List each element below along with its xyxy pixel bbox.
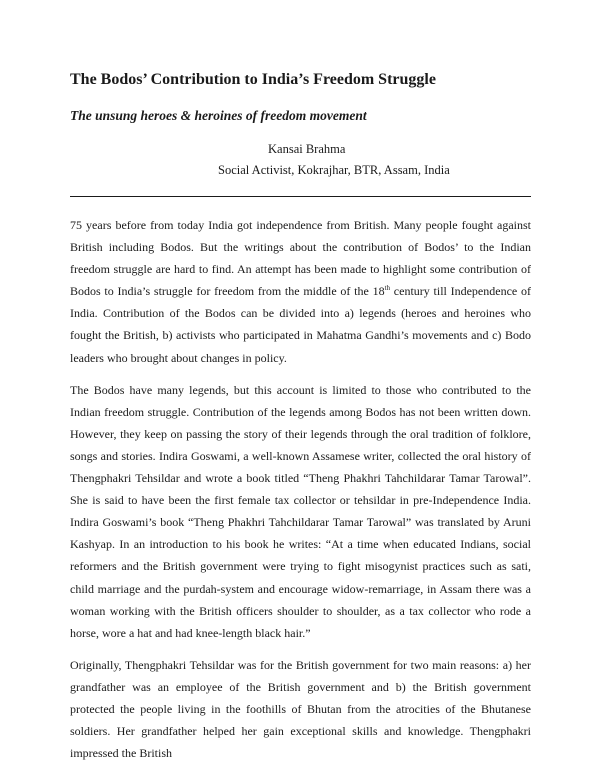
paragraph-1-text-start: 75 years before from today India got independence from British. Many people fought against British including Bodos. But the writings about the contribution of Bodos’ to the Indian freedom struggle are hard to find. An attempt has been made to highlight some contribution of Bodos to India’s struggle for freedom from the middle of the 18 [70, 218, 531, 299]
paragraph-1-text-end: century till Independence of India. Contribution of the Bodos can be divided into a) legends (heroes and heroines who fought the British, b) activists who participated in Mahatma Gandhi’s movements and c) Bodo leaders who brought about changes in policy. [70, 284, 531, 365]
paper-title: The Bodos’ Contribution to India’s Freedom Struggle [70, 71, 436, 88]
paragraph-2: The Bodos have many legends, but this account is limited to those who contributed to the Indian freedom struggle. Contribution of the legends among Bodos has not been written down. However, they keep on passing the story of their legends through the oral tradition of folklore, songs and stories. Indira Goswami, a well-known Assamese writer, collected the oral history of Thengphakri Tehsildar and wrote a book titled “Theng Phakhri Tahchildarar Tamar Tarowal”. She is said to have been the first female tax collector or tehsildar in pre-Independence India. Indira Goswami’s book “Theng Phakhri Tahchildarar Tamar Tarowal” was translated by Aruni Kashyap. In an introduction to his book he writes: “At a time when educated Indians, social reformers and the British government were trying to fight misogynist practices such as sati, child marriage and the purdah-system and encourage widow-remarriage, in Assam there was a woman working with the British officers shoulder to shoulder, as a tax collector who rode a horse, wore a hat and had knee-length black hair.” [70, 382, 531, 640]
horizontal-rule [70, 196, 531, 197]
body-text [70, 214, 531, 774]
author-affiliation: Social Activist, Kokrajhar, BTR, Assam, India [218, 163, 450, 177]
paragraph-1 [70, 214, 531, 369]
paper-subtitle: The unsung heroes & heroines of freedom movement [70, 108, 367, 123]
ordinal-superscript: th [384, 284, 391, 293]
author-name: Kansai Brahma [268, 142, 346, 156]
paragraph-3: Originally, Thengphakri Tehsildar was for the British government for two main reasons: a) her grandfather was an employee of the British government and b) the British government protected the people living in the foothills of Bhutan from the atrocities of the Bhutanese soldiers. Her grandfather helped her gain exceptional skills and knowledge. Thengphakri impressed the British [70, 657, 531, 761]
